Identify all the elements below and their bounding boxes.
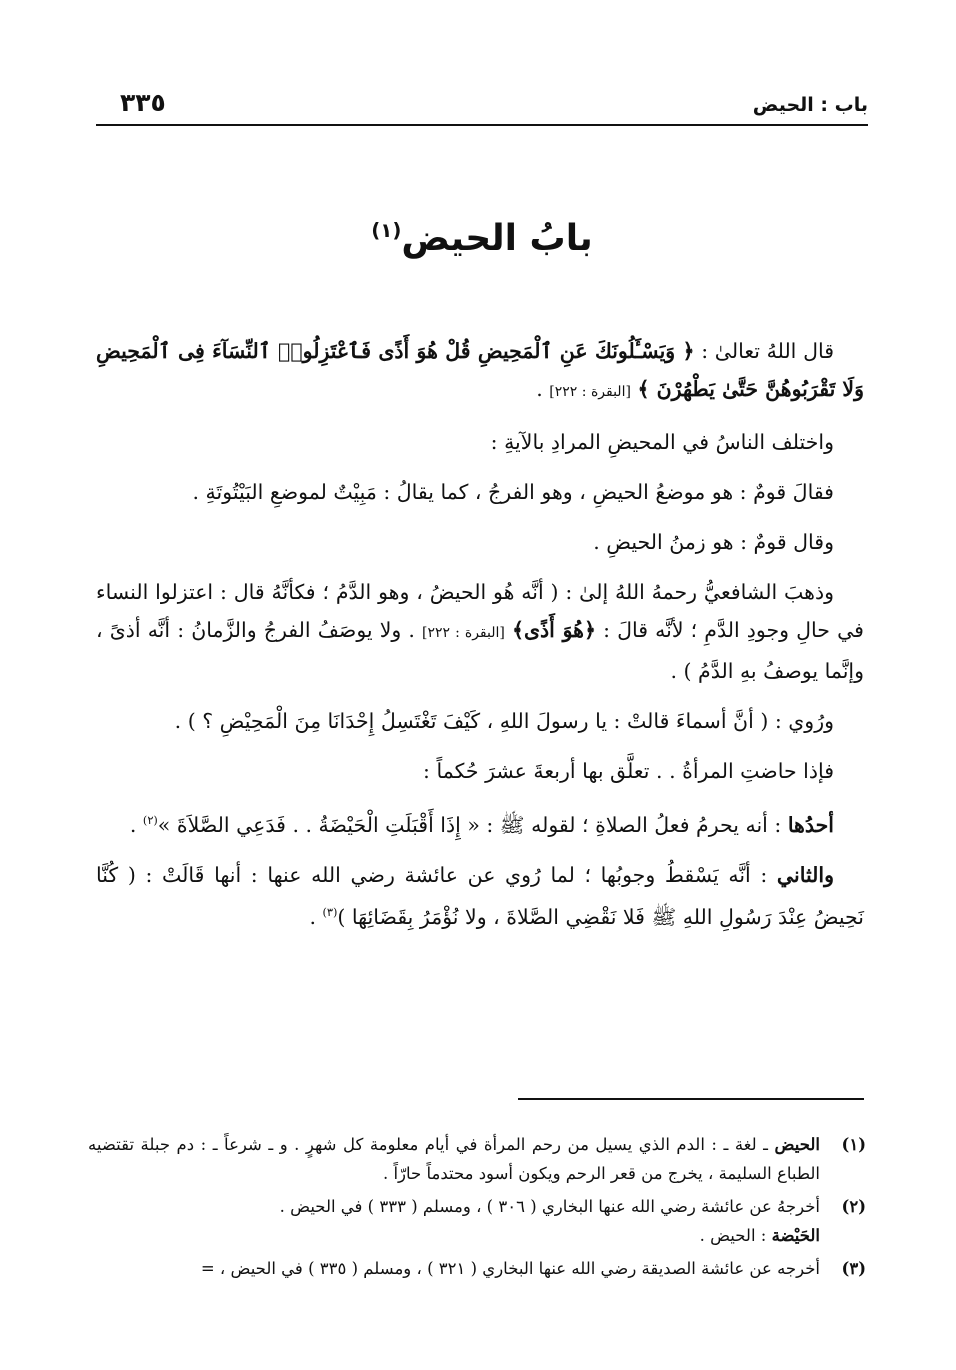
footnote-term: الحيض [774,1135,820,1154]
running-header [96,86,868,122]
paragraph-end: . [129,812,143,837]
footnote-marker-1[interactable]: (١) [371,219,402,242]
paragraph-end: . [536,377,550,401]
chapter-title-text: بابُ الحيض [401,218,593,259]
ruling-two-lead: والثاني [776,862,834,887]
quran-verse-short: ﴿هُوَ أَذًى﴾ [511,618,596,642]
page-number: ٣٣٥ [120,88,166,117]
quran-verse: ﴿ وَيَسْـَٔلُونَكَ عَنِ ٱلْمَحِيضِ قُلْ هُوَ أَذًى فَٱعْتَزِلُوا۟ ٱلنِّسَآءَ فِى ٱلْمَحِيضِ وَلَا تَقْرَبُوهُنَّ حَتَّىٰ يَطْهُرْنَ ﴾ [96,339,864,401]
ruling-one-text: : أنه يحرمُ فعلُ الصلاةِ ؛ لقوله ﷺ : « إِذَا أَقْبَلَتِ الْحَيْضَةُ . . فَدَعِي الصَّلاَةَ » [157,812,788,837]
paragraph-fourteen-rulings: فإذا حاضتِ المرأةُ . . تعلَّق بها أربعةَ عشرَ حُكماً : [423,759,834,783]
verse-reference-2: [البقرة : ٢٢٢] [422,625,505,641]
header-rule [96,124,868,126]
shafii-text-1: وذهبَ الشافعيُّ رحمهُ اللهُ إلىٰ : ( أنَّه هُو الحيضُ ، وهو الدَّمُ ؛ فكأنَّهُ قال : اعتزلوا النساء في حالِ وجودِ الدَّمِ ؛ لأنَّه قالَ : [96,580,864,642]
footnote-2 [88,1192,866,1250]
footnote-body: أخرجه عن عائشة الصديقة رضي الله عنها البخاري ( ٣٢١ ) ، ومسلم ( ٣٣٥ ) في الحيض ، = [200,1259,820,1278]
paragraph-asma-hadith: ورُوي : ( أنَّ أسماءَ قالتْ : يا رسولَ اللهِ ، كَيْفَ تَغْتَسِلُ إِحْدَانَا مِنَ الْمَحِيْضِ ؟ ) . [174,709,834,733]
paragraph-ruling-two [96,856,864,936]
footnote-number: (٣) [841,1259,866,1278]
footnote-body [88,1130,820,1188]
chapter-title [96,218,868,259]
paragraph-end: . [309,904,323,929]
paragraph-disagreement: واختلف الناسُ في المحيضِ المرادِ بالآيةِ : [490,430,834,454]
footnotes [88,1130,866,1287]
paragraph-opinion-time: وقال قومٌ : هو زمنُ الحيضِ . [593,530,834,554]
verse-reference: [البقرة : ٢٢٢] [549,384,631,400]
footnote-marker-2[interactable]: (٢) [142,814,158,827]
footnote-number: (٢) [841,1197,866,1216]
ruling-one-lead: أحدُها [787,812,834,837]
footnote-text: ـ لغة ـ : الدم الذي يسيل من رحم المرأة في أيام معلومة كل شهرٍ . و ـ شرعاً ـ : دم جبلة تقتضيه الطباع السليمة ، يخرج من قعر الرحم ويكون أسود محتدماً حارّاً . [88,1135,820,1183]
footnote-number: (١) [841,1135,866,1154]
shafii-text-2: . ولا يوصَفُ الفرجُ والزَّمانُ : أنَّه أذىً ، وإنَّما يوصفُ بهِ الدَّمُ ) . [96,618,864,683]
main-text [96,332,864,948]
footnote-marker-3[interactable]: (٣) [322,905,338,919]
paragraph-opinion-place: فقالَ قومٌ : هو موضعُ الحيضِ ، وهو الفرجُ ، كما يقالُ : مَبِيْتٌ لموضعِ البَيْتُوتَةِ . [192,480,834,504]
verse-intro: قال اللهُ تعالىٰ : [694,339,835,363]
footnote-term: الحَيْضة [771,1226,820,1245]
paragraph-ruling-one [96,802,864,844]
ruling-two-text: : أنَّه يَسْقطُ وجوبُها ؛ لما رُوي عن عائشة رضي الله عنها : أنها قَالَتْ : ( كُنَّا نَحِيضُ عِنْدَ رَسُولِ اللهِ ﷺ فَلا نَقْضِي الصَّلاةَ ، ولا نُؤْمَرُ بِقَضَائِهَا ) [96,862,864,929]
footnote-body [88,1192,820,1250]
running-title: باب : الحيض [752,94,868,116]
footnote-text-2: : الحيض . [699,1226,772,1245]
paragraph-quran-verse [96,332,864,411]
paragraph-shafii [96,573,864,690]
footnote-1 [88,1130,866,1188]
footnote-text: أخرجهُ عن عائشة رضي الله عنها البخاري ( ٣٠٦ ) ، ومسلم ( ٣٣٣ ) في الحيض . [279,1197,820,1216]
footnote-3 [88,1254,866,1283]
footnote-rule [518,1098,864,1100]
